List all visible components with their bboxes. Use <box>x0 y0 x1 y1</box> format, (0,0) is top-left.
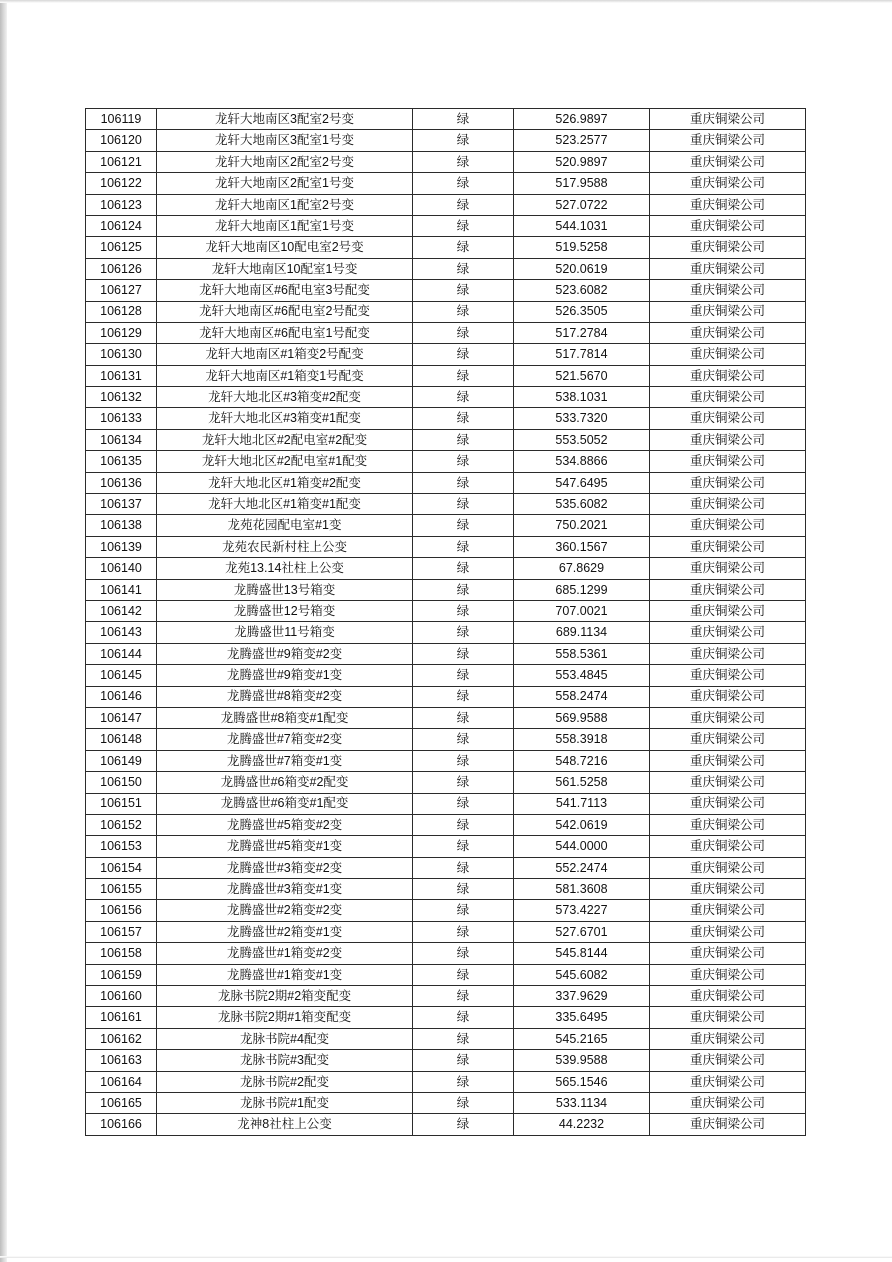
cell-status: 绿 <box>413 130 514 151</box>
cell-status: 绿 <box>413 665 514 686</box>
table-row <box>86 1092 806 1113</box>
cell-company: 重庆铜梁公司 <box>650 173 806 194</box>
table-row <box>86 365 806 386</box>
cell-id: 106151 <box>86 793 157 814</box>
table-row <box>86 494 806 515</box>
cell-company: 重庆铜梁公司 <box>650 322 806 343</box>
cell-status: 绿 <box>413 1114 514 1135</box>
cell-id: 106155 <box>86 879 157 900</box>
cell-status: 绿 <box>413 1007 514 1028</box>
cell-name: 龙腾盛世#1箱变#1变 <box>157 964 413 985</box>
cell-value: 533.7320 <box>514 408 650 429</box>
cell-status: 绿 <box>413 943 514 964</box>
cell-status: 绿 <box>413 280 514 301</box>
cell-id: 106139 <box>86 536 157 557</box>
cell-value: 520.0619 <box>514 258 650 279</box>
cell-id: 106131 <box>86 365 157 386</box>
cell-company: 重庆铜梁公司 <box>650 579 806 600</box>
table-row <box>86 793 806 814</box>
cell-id: 106146 <box>86 686 157 707</box>
cell-id: 106165 <box>86 1092 157 1113</box>
cell-value: 569.9588 <box>514 707 650 728</box>
cell-company: 重庆铜梁公司 <box>650 237 806 258</box>
cell-company: 重庆铜梁公司 <box>650 301 806 322</box>
cell-company: 重庆铜梁公司 <box>650 258 806 279</box>
table-row <box>86 1050 806 1071</box>
cell-company: 重庆铜梁公司 <box>650 194 806 215</box>
cell-status: 绿 <box>413 986 514 1007</box>
cell-status: 绿 <box>413 451 514 472</box>
cell-name: 龙腾盛世12号箱变 <box>157 600 413 621</box>
cell-name: 龙腾盛世#5箱变#2变 <box>157 814 413 835</box>
cell-name: 龙腾盛世11号箱变 <box>157 622 413 643</box>
cell-value: 527.6701 <box>514 921 650 942</box>
cell-company: 重庆铜梁公司 <box>650 1114 806 1135</box>
cell-id: 106133 <box>86 408 157 429</box>
cell-company: 重庆铜梁公司 <box>650 943 806 964</box>
cell-status: 绿 <box>413 536 514 557</box>
cell-company: 重庆铜梁公司 <box>650 622 806 643</box>
cell-company: 重庆铜梁公司 <box>650 665 806 686</box>
cell-name: 龙轩大地南区#6配电室1号配变 <box>157 322 413 343</box>
cell-value: 542.0619 <box>514 814 650 835</box>
cell-value: 581.3608 <box>514 879 650 900</box>
cell-name: 龙腾盛世#7箱变#2变 <box>157 729 413 750</box>
cell-company: 重庆铜梁公司 <box>650 1050 806 1071</box>
cell-value: 535.6082 <box>514 494 650 515</box>
cell-company: 重庆铜梁公司 <box>650 387 806 408</box>
cell-id: 106137 <box>86 494 157 515</box>
cell-value: 558.2474 <box>514 686 650 707</box>
cell-status: 绿 <box>413 494 514 515</box>
cell-status: 绿 <box>413 365 514 386</box>
cell-name: 龙轩大地北区#1箱变#2配变 <box>157 472 413 493</box>
cell-status: 绿 <box>413 215 514 236</box>
cell-company: 重庆铜梁公司 <box>650 494 806 515</box>
cell-name: 龙苑花园配电室#1变 <box>157 515 413 536</box>
cell-status: 绿 <box>413 836 514 857</box>
cell-value: 519.5258 <box>514 237 650 258</box>
cell-id: 106145 <box>86 665 157 686</box>
cell-name: 龙腾盛世#9箱变#1变 <box>157 665 413 686</box>
cell-value: 517.9588 <box>514 173 650 194</box>
cell-status: 绿 <box>413 429 514 450</box>
cell-name: 龙轩大地南区1配室2号变 <box>157 194 413 215</box>
cell-value: 544.0000 <box>514 836 650 857</box>
cell-status: 绿 <box>413 793 514 814</box>
table-row <box>86 729 806 750</box>
page-edge-bottom <box>0 1256 892 1258</box>
cell-id: 106120 <box>86 130 157 151</box>
cell-id: 106140 <box>86 558 157 579</box>
cell-name: 龙轩大地南区#1箱变2号配变 <box>157 344 413 365</box>
cell-value: 547.6495 <box>514 472 650 493</box>
cell-value: 544.1031 <box>514 215 650 236</box>
cell-company: 重庆铜梁公司 <box>650 215 806 236</box>
cell-status: 绿 <box>413 900 514 921</box>
page-edge-top <box>0 0 892 3</box>
cell-company: 重庆铜梁公司 <box>650 986 806 1007</box>
cell-status: 绿 <box>413 1071 514 1092</box>
transformer-table <box>85 108 806 1136</box>
cell-name: 龙腾盛世#2箱变#2变 <box>157 900 413 921</box>
table-row <box>86 600 806 621</box>
cell-value: 561.5258 <box>514 772 650 793</box>
table-row <box>86 536 806 557</box>
cell-name: 龙轩大地南区3配室1号变 <box>157 130 413 151</box>
cell-status: 绿 <box>413 344 514 365</box>
cell-name: 龙腾盛世#1箱变#2变 <box>157 943 413 964</box>
table-row <box>86 237 806 258</box>
table-row <box>86 579 806 600</box>
table-row <box>86 387 806 408</box>
table-body <box>86 109 806 1136</box>
table-row <box>86 344 806 365</box>
table-row <box>86 1071 806 1092</box>
cell-id: 106152 <box>86 814 157 835</box>
cell-name: 龙苑农民新村柱上公变 <box>157 536 413 557</box>
cell-company: 重庆铜梁公司 <box>650 857 806 878</box>
cell-status: 绿 <box>413 1092 514 1113</box>
cell-status: 绿 <box>413 387 514 408</box>
table-row <box>86 622 806 643</box>
cell-id: 106149 <box>86 750 157 771</box>
cell-company: 重庆铜梁公司 <box>650 814 806 835</box>
cell-company: 重庆铜梁公司 <box>650 536 806 557</box>
cell-value: 523.2577 <box>514 130 650 151</box>
cell-id: 106126 <box>86 258 157 279</box>
cell-name: 龙轩大地南区10配电室2号变 <box>157 237 413 258</box>
cell-value: 573.4227 <box>514 900 650 921</box>
cell-name: 龙轩大地北区#2配电室#2配变 <box>157 429 413 450</box>
cell-value: 553.5052 <box>514 429 650 450</box>
cell-value: 527.0722 <box>514 194 650 215</box>
cell-status: 绿 <box>413 109 514 130</box>
cell-id: 106148 <box>86 729 157 750</box>
cell-id: 106164 <box>86 1071 157 1092</box>
table-row <box>86 921 806 942</box>
cell-name: 龙脉书院#1配变 <box>157 1092 413 1113</box>
cell-company: 重庆铜梁公司 <box>650 472 806 493</box>
table-row <box>86 151 806 172</box>
cell-id: 106158 <box>86 943 157 964</box>
cell-value: 548.7216 <box>514 750 650 771</box>
cell-name: 龙腾盛世#2箱变#1变 <box>157 921 413 942</box>
cell-company: 重庆铜梁公司 <box>650 408 806 429</box>
table-row <box>86 280 806 301</box>
table-row <box>86 301 806 322</box>
cell-company: 重庆铜梁公司 <box>650 750 806 771</box>
table-row <box>86 750 806 771</box>
cell-value: 538.1031 <box>514 387 650 408</box>
cell-id: 106130 <box>86 344 157 365</box>
cell-id: 106134 <box>86 429 157 450</box>
cell-value: 689.1134 <box>514 622 650 643</box>
cell-status: 绿 <box>413 258 514 279</box>
table-row <box>86 836 806 857</box>
cell-status: 绿 <box>413 515 514 536</box>
cell-name: 龙轩大地南区3配室2号变 <box>157 109 413 130</box>
cell-name: 龙脉书院2期#2箱变配变 <box>157 986 413 1007</box>
cell-id: 106160 <box>86 986 157 1007</box>
table-row <box>86 429 806 450</box>
cell-status: 绿 <box>413 600 514 621</box>
cell-name: 龙脉书院#2配变 <box>157 1071 413 1092</box>
cell-status: 绿 <box>413 921 514 942</box>
cell-id: 106141 <box>86 579 157 600</box>
cell-status: 绿 <box>413 814 514 835</box>
cell-name: 龙腾盛世#8箱变#2变 <box>157 686 413 707</box>
cell-id: 106144 <box>86 643 157 664</box>
cell-name: 龙腾盛世#6箱变#1配变 <box>157 793 413 814</box>
cell-id: 106138 <box>86 515 157 536</box>
cell-company: 重庆铜梁公司 <box>650 130 806 151</box>
cell-id: 106150 <box>86 772 157 793</box>
table-row <box>86 322 806 343</box>
cell-value: 67.8629 <box>514 558 650 579</box>
cell-value: 552.2474 <box>514 857 650 878</box>
cell-name: 龙轩大地北区#1箱变#1配变 <box>157 494 413 515</box>
cell-name: 龙轩大地北区#3箱变#2配变 <box>157 387 413 408</box>
cell-name: 龙轩大地南区#6配电室2号配变 <box>157 301 413 322</box>
cell-status: 绿 <box>413 772 514 793</box>
cell-id: 106162 <box>86 1028 157 1049</box>
cell-name: 龙轩大地南区#1箱变1号配变 <box>157 365 413 386</box>
cell-name: 龙轩大地南区#6配电室3号配变 <box>157 280 413 301</box>
table-row <box>86 643 806 664</box>
cell-value: 539.9588 <box>514 1050 650 1071</box>
cell-name: 龙轩大地北区#2配电室#1配变 <box>157 451 413 472</box>
cell-value: 541.7113 <box>514 793 650 814</box>
cell-status: 绿 <box>413 472 514 493</box>
cell-value: 545.8144 <box>514 943 650 964</box>
cell-value: 558.5361 <box>514 643 650 664</box>
cell-company: 重庆铜梁公司 <box>650 1092 806 1113</box>
cell-company: 重庆铜梁公司 <box>650 921 806 942</box>
cell-id: 106143 <box>86 622 157 643</box>
table-row <box>86 215 806 236</box>
table-row <box>86 857 806 878</box>
table-row <box>86 472 806 493</box>
table-row <box>86 130 806 151</box>
cell-id: 106123 <box>86 194 157 215</box>
cell-status: 绿 <box>413 643 514 664</box>
cell-company: 重庆铜梁公司 <box>650 429 806 450</box>
table-row <box>86 1028 806 1049</box>
cell-value: 533.1134 <box>514 1092 650 1113</box>
cell-value: 534.8866 <box>514 451 650 472</box>
cell-id: 106153 <box>86 836 157 857</box>
table-row <box>86 451 806 472</box>
cell-company: 重庆铜梁公司 <box>650 151 806 172</box>
table-row <box>86 986 806 1007</box>
cell-company: 重庆铜梁公司 <box>650 643 806 664</box>
cell-name: 龙腾盛世#8箱变#1配变 <box>157 707 413 728</box>
cell-name: 龙神8社柱上公变 <box>157 1114 413 1135</box>
cell-name: 龙轩大地南区10配室1号变 <box>157 258 413 279</box>
cell-name: 龙腾盛世#7箱变#1变 <box>157 750 413 771</box>
cell-company: 重庆铜梁公司 <box>650 900 806 921</box>
cell-company: 重庆铜梁公司 <box>650 558 806 579</box>
cell-name: 龙脉书院2期#1箱变配变 <box>157 1007 413 1028</box>
table-row <box>86 943 806 964</box>
cell-status: 绿 <box>413 301 514 322</box>
cell-id: 106132 <box>86 387 157 408</box>
cell-status: 绿 <box>413 622 514 643</box>
cell-value: 335.6495 <box>514 1007 650 1028</box>
cell-name: 龙轩大地南区2配室1号变 <box>157 173 413 194</box>
cell-id: 106159 <box>86 964 157 985</box>
cell-value: 523.6082 <box>514 280 650 301</box>
cell-status: 绿 <box>413 194 514 215</box>
cell-status: 绿 <box>413 322 514 343</box>
cell-id: 106147 <box>86 707 157 728</box>
cell-id: 106166 <box>86 1114 157 1135</box>
table-row <box>86 408 806 429</box>
cell-id: 106129 <box>86 322 157 343</box>
table-row <box>86 173 806 194</box>
table-row <box>86 1007 806 1028</box>
cell-id: 106121 <box>86 151 157 172</box>
table-row <box>86 814 806 835</box>
cell-name: 龙轩大地北区#3箱变#1配变 <box>157 408 413 429</box>
cell-name: 龙轩大地南区1配室1号变 <box>157 215 413 236</box>
page-edge-left <box>0 0 7 1262</box>
table-row <box>86 772 806 793</box>
cell-company: 重庆铜梁公司 <box>650 686 806 707</box>
table-row <box>86 686 806 707</box>
table-row <box>86 258 806 279</box>
cell-id: 106127 <box>86 280 157 301</box>
cell-company: 重庆铜梁公司 <box>650 280 806 301</box>
table-row <box>86 558 806 579</box>
cell-id: 106125 <box>86 237 157 258</box>
document-page <box>85 108 806 1136</box>
cell-status: 绿 <box>413 686 514 707</box>
cell-value: 545.2165 <box>514 1028 650 1049</box>
cell-company: 重庆铜梁公司 <box>650 964 806 985</box>
cell-value: 517.7814 <box>514 344 650 365</box>
cell-value: 517.2784 <box>514 322 650 343</box>
cell-company: 重庆铜梁公司 <box>650 451 806 472</box>
cell-company: 重庆铜梁公司 <box>650 793 806 814</box>
cell-value: 520.9897 <box>514 151 650 172</box>
table-row <box>86 194 806 215</box>
table-row <box>86 900 806 921</box>
cell-status: 绿 <box>413 879 514 900</box>
cell-value: 360.1567 <box>514 536 650 557</box>
cell-company: 重庆铜梁公司 <box>650 1007 806 1028</box>
cell-value: 526.9897 <box>514 109 650 130</box>
cell-company: 重庆铜梁公司 <box>650 344 806 365</box>
cell-value: 685.1299 <box>514 579 650 600</box>
table-row <box>86 1114 806 1135</box>
cell-id: 106122 <box>86 173 157 194</box>
table-row <box>86 665 806 686</box>
cell-id: 106119 <box>86 109 157 130</box>
cell-value: 545.6082 <box>514 964 650 985</box>
cell-company: 重庆铜梁公司 <box>650 729 806 750</box>
cell-id: 106128 <box>86 301 157 322</box>
cell-value: 337.9629 <box>514 986 650 1007</box>
cell-status: 绿 <box>413 1050 514 1071</box>
cell-company: 重庆铜梁公司 <box>650 707 806 728</box>
cell-value: 565.1546 <box>514 1071 650 1092</box>
table-row <box>86 109 806 130</box>
cell-value: 558.3918 <box>514 729 650 750</box>
cell-id: 106136 <box>86 472 157 493</box>
cell-status: 绿 <box>413 558 514 579</box>
table-row <box>86 879 806 900</box>
cell-name: 龙苑13.14社柱上公变 <box>157 558 413 579</box>
cell-status: 绿 <box>413 579 514 600</box>
cell-value: 707.0021 <box>514 600 650 621</box>
cell-id: 106142 <box>86 600 157 621</box>
cell-name: 龙轩大地南区2配室2号变 <box>157 151 413 172</box>
cell-name: 龙腾盛世#3箱变#2变 <box>157 857 413 878</box>
table-row <box>86 707 806 728</box>
cell-company: 重庆铜梁公司 <box>650 879 806 900</box>
cell-value: 44.2232 <box>514 1114 650 1135</box>
cell-status: 绿 <box>413 707 514 728</box>
cell-company: 重庆铜梁公司 <box>650 109 806 130</box>
cell-id: 106124 <box>86 215 157 236</box>
cell-status: 绿 <box>413 857 514 878</box>
cell-value: 521.5670 <box>514 365 650 386</box>
cell-id: 106154 <box>86 857 157 878</box>
cell-company: 重庆铜梁公司 <box>650 365 806 386</box>
cell-status: 绿 <box>413 151 514 172</box>
cell-value: 553.4845 <box>514 665 650 686</box>
cell-company: 重庆铜梁公司 <box>650 1028 806 1049</box>
cell-id: 106163 <box>86 1050 157 1071</box>
cell-status: 绿 <box>413 750 514 771</box>
cell-name: 龙腾盛世#9箱变#2变 <box>157 643 413 664</box>
cell-company: 重庆铜梁公司 <box>650 772 806 793</box>
cell-id: 106156 <box>86 900 157 921</box>
cell-value: 750.2021 <box>514 515 650 536</box>
cell-id: 106135 <box>86 451 157 472</box>
cell-name: 龙腾盛世#3箱变#1变 <box>157 879 413 900</box>
table-row <box>86 964 806 985</box>
cell-company: 重庆铜梁公司 <box>650 1071 806 1092</box>
cell-value: 526.3505 <box>514 301 650 322</box>
cell-id: 106157 <box>86 921 157 942</box>
cell-status: 绿 <box>413 729 514 750</box>
cell-status: 绿 <box>413 1028 514 1049</box>
cell-name: 龙腾盛世#5箱变#1变 <box>157 836 413 857</box>
table-row <box>86 515 806 536</box>
cell-status: 绿 <box>413 237 514 258</box>
cell-name: 龙腾盛世13号箱变 <box>157 579 413 600</box>
cell-name: 龙脉书院#4配变 <box>157 1028 413 1049</box>
cell-company: 重庆铜梁公司 <box>650 836 806 857</box>
cell-status: 绿 <box>413 408 514 429</box>
cell-name: 龙腾盛世#6箱变#2配变 <box>157 772 413 793</box>
cell-status: 绿 <box>413 964 514 985</box>
cell-company: 重庆铜梁公司 <box>650 515 806 536</box>
cell-name: 龙脉书院#3配变 <box>157 1050 413 1071</box>
cell-id: 106161 <box>86 1007 157 1028</box>
cell-status: 绿 <box>413 173 514 194</box>
cell-company: 重庆铜梁公司 <box>650 600 806 621</box>
